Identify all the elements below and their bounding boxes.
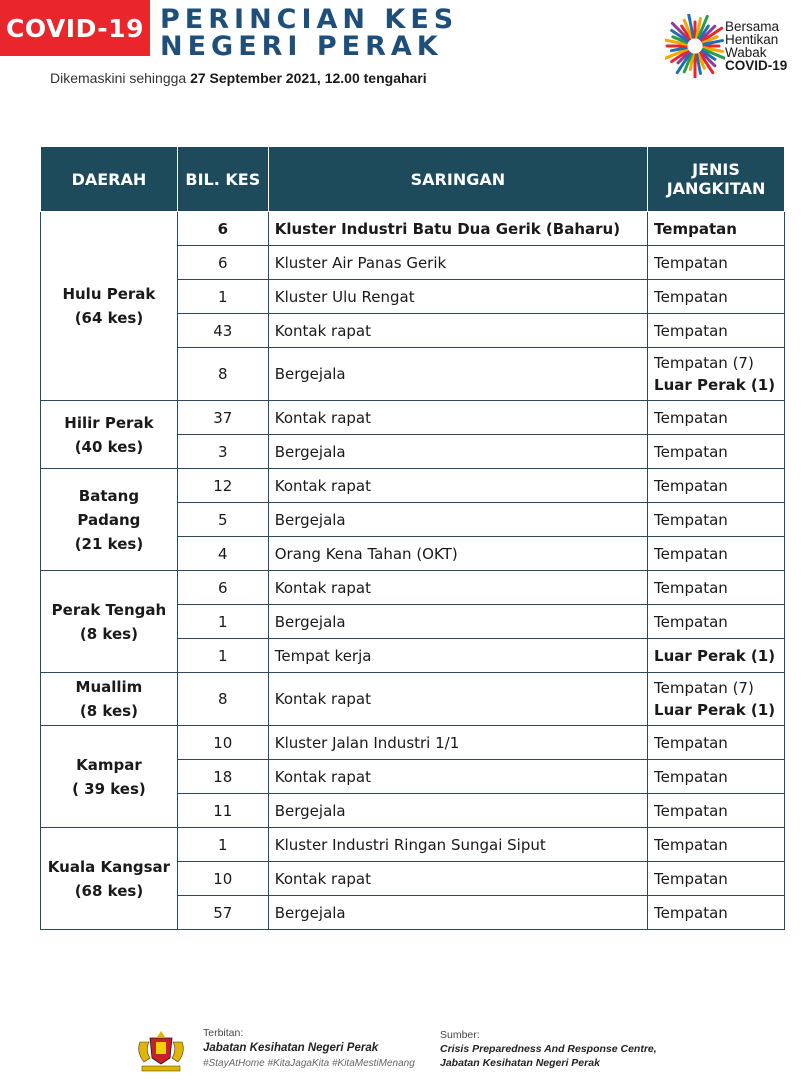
infection-type-line: Tempatan: [654, 903, 728, 922]
infection-type: [648, 571, 785, 605]
infection-type: [648, 537, 785, 571]
infection-type-line: Tempatan: [654, 442, 728, 461]
case-count: 12: [177, 469, 268, 503]
campaign-logo: [665, 14, 800, 80]
district-total: ( 39 kes): [72, 779, 146, 798]
district-total: (68 kes): [74, 881, 144, 900]
district-name: Perak Tengah: [51, 600, 167, 619]
infection-type: [648, 794, 785, 828]
infection-type-line: Luar Perak (1): [654, 646, 776, 665]
case-count: 10: [177, 726, 268, 760]
infection-type: [648, 828, 785, 862]
screening-source: Kontak rapat: [268, 571, 647, 605]
table-header-row: [41, 147, 785, 212]
district-cell: [41, 571, 178, 673]
col-header-jenis-jangkitan: JENIS JANGKITAN: [648, 147, 785, 212]
coat-of-arms-icon: [130, 1028, 192, 1074]
district-cell: [41, 673, 178, 726]
district-name: Kuala Kangsar: [47, 857, 171, 876]
case-count: 6: [177, 571, 268, 605]
screening-source: Bergejala: [268, 896, 647, 930]
source-line: Jabatan Kesihatan Negeri Perak: [440, 1057, 600, 1069]
table-body: [41, 212, 785, 930]
infection-type: [648, 280, 785, 314]
case-count: 8: [177, 348, 268, 401]
page-title: [160, 6, 458, 60]
screening-source: Kluster Jalan Industri 1/1: [268, 726, 647, 760]
district-name: Hulu Perak: [62, 285, 156, 303]
case-count: 4: [177, 537, 268, 571]
screening-source: Bergejala: [268, 605, 647, 639]
infection-type-line: Tempatan: [654, 612, 728, 631]
case-count: 5: [177, 503, 268, 537]
logo-line: Wabak: [725, 45, 767, 60]
case-count: 1: [177, 280, 268, 314]
district-name: Kampar: [76, 755, 142, 774]
table-row: [41, 212, 785, 246]
screening-source: Kluster Industri Batu Dua Gerik (Baharu): [268, 212, 647, 246]
case-table: [40, 146, 785, 930]
infection-type: [648, 862, 785, 896]
infection-type: [648, 896, 785, 930]
district-name: Batang Padang: [77, 486, 141, 529]
infection-type: [648, 314, 785, 348]
case-count: 57: [177, 896, 268, 930]
updated-date: 27 September 2021, 12.00 tengahari: [190, 70, 427, 86]
district-total: (8 kes): [79, 702, 138, 720]
screening-source: Kluster Ulu Rengat: [268, 280, 647, 314]
district-name: Muallim: [75, 678, 143, 696]
updated-timestamp: [50, 70, 427, 86]
case-count: 6: [177, 246, 268, 280]
table-row: [41, 726, 785, 760]
infection-type: [648, 469, 785, 503]
screening-source: Kontak rapat: [268, 401, 647, 435]
title-line-2: NEGERI PERAK: [160, 31, 443, 62]
infection-type-line: Luar Perak (1): [654, 701, 776, 719]
infection-type: [648, 726, 785, 760]
source-label: Sumber:: [440, 1029, 480, 1041]
screening-source: Kontak rapat: [268, 469, 647, 503]
table-row: [41, 828, 785, 862]
infection-type: [648, 503, 785, 537]
infection-type-line: Tempatan: [654, 578, 728, 597]
screening-source: Kontak rapat: [268, 862, 647, 896]
case-count: 18: [177, 760, 268, 794]
case-count: 3: [177, 435, 268, 469]
infection-type-line: Tempatan: [654, 767, 728, 786]
infection-type: [648, 401, 785, 435]
source-line: Crisis Preparedness And Response Centre,: [440, 1043, 657, 1055]
table-row: [41, 571, 785, 605]
district-total: (21 kes): [74, 534, 144, 553]
district-total: (64 kes): [74, 309, 144, 327]
district-cell: [41, 726, 178, 828]
screening-source: Bergejala: [268, 348, 647, 401]
screening-source: Kluster Air Panas Gerik: [268, 246, 647, 280]
screening-source: Orang Kena Tahan (OKT): [268, 537, 647, 571]
infection-type-line: Tempatan: [654, 510, 728, 529]
infection-type-line: Tempatan: [654, 801, 728, 820]
infection-type-line: Tempatan: [654, 835, 728, 854]
screening-source: Kontak rapat: [268, 760, 647, 794]
infection-type-line: Tempatan: [654, 219, 737, 238]
screening-source: Kluster Industri Ringan Sungai Siput: [268, 828, 647, 862]
case-count: 1: [177, 605, 268, 639]
district-cell: [41, 401, 178, 469]
infection-type: [648, 605, 785, 639]
title-line-1: PERINCIAN KES: [160, 4, 459, 35]
publisher-name: Jabatan Kesihatan Negeri Perak: [203, 1042, 379, 1054]
burst-logo-icon: [665, 14, 725, 78]
district-cell: [41, 469, 178, 571]
case-count: 1: [177, 828, 268, 862]
infection-type-line: Tempatan: [654, 321, 728, 340]
col-header-bil-kes: BIL. KES: [177, 147, 268, 212]
updated-prefix: Dikemaskini sehingga: [50, 70, 191, 86]
case-count: 37: [177, 401, 268, 435]
table-row: [41, 469, 785, 503]
infection-type-line: Tempatan: [654, 869, 728, 888]
infection-type-line: Tempatan: [654, 476, 728, 495]
screening-source: Kontak rapat: [268, 314, 647, 348]
case-count: 10: [177, 862, 268, 896]
source-block: [440, 1028, 657, 1070]
infection-type-line: Luar Perak (1): [654, 376, 776, 394]
table-row: [41, 401, 785, 435]
infection-type: [648, 435, 785, 469]
case-count: 43: [177, 314, 268, 348]
logo-text: [725, 20, 787, 72]
infection-type-line: Tempatan (7): [654, 679, 754, 697]
publisher-block: [203, 1026, 415, 1071]
screening-source: Bergejala: [268, 435, 647, 469]
district-cell: [41, 212, 178, 401]
infection-type: [648, 639, 785, 673]
infection-type: [648, 760, 785, 794]
logo-line: COVID-19: [725, 58, 788, 73]
infection-type-line: Tempatan: [654, 408, 728, 427]
footer: [0, 1022, 810, 1080]
district-cell: [41, 828, 178, 930]
infection-type-line: Tempatan: [654, 253, 728, 272]
published-label: Terbitan:: [203, 1027, 244, 1039]
logo-line: Bersama: [725, 19, 780, 34]
district-name: Hilir Perak: [64, 413, 154, 432]
screening-source: Tempat kerja: [268, 639, 647, 673]
case-count: 1: [177, 639, 268, 673]
hashtags: #StayAtHome #KitaJagaKita #KitaMestiMenang: [203, 1058, 415, 1069]
infection-type-line: Tempatan: [654, 544, 728, 563]
col-header-saringan: SARINGAN: [268, 147, 647, 212]
infection-type: [648, 348, 785, 401]
screening-source: Bergejala: [268, 794, 647, 828]
screening-source: Kontak rapat: [268, 673, 647, 726]
table-row: [41, 673, 785, 726]
covid-tag: COVID-19: [0, 0, 150, 56]
logo-line: Hentikan: [725, 32, 779, 47]
infection-type-line: Tempatan: [654, 287, 728, 306]
col-header-daerah: DAERAH: [41, 147, 178, 212]
district-total: (40 kes): [74, 437, 144, 456]
screening-source: Bergejala: [268, 503, 647, 537]
case-count: 8: [177, 673, 268, 726]
district-total: (8 kes): [79, 624, 138, 643]
infection-type: [648, 673, 785, 726]
infection-type: [648, 246, 785, 280]
infection-type: [648, 212, 785, 246]
case-count: 11: [177, 794, 268, 828]
case-count: 6: [177, 212, 268, 246]
infection-type-line: Tempatan: [654, 733, 728, 752]
infection-type-line: Tempatan (7): [654, 354, 754, 372]
